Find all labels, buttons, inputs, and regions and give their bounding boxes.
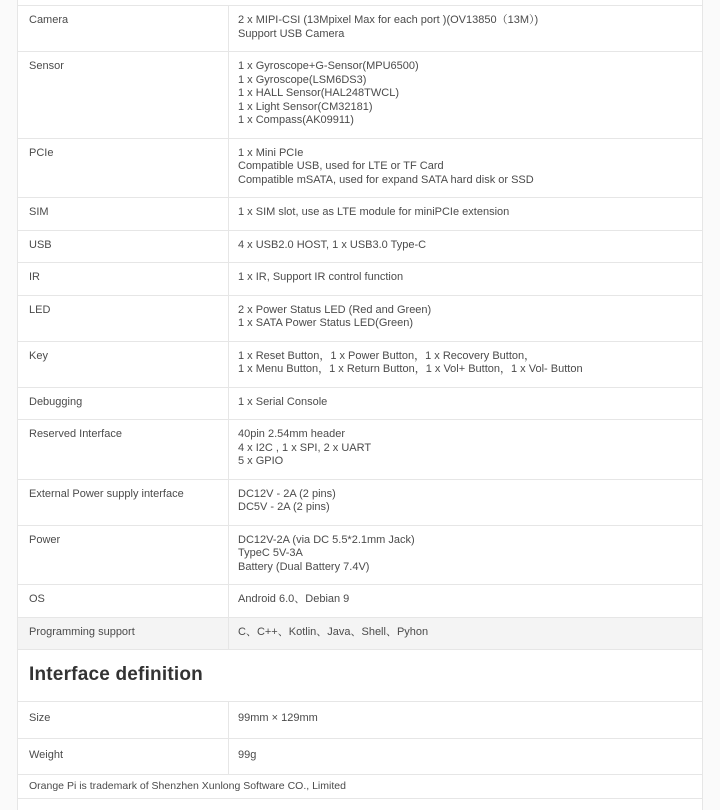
spec-row-camera xyxy=(18,6,702,52)
spec-row-reserved-interface xyxy=(18,420,702,480)
spec-label: USB xyxy=(18,231,229,263)
dim-value: 99g xyxy=(238,748,257,761)
spec-value: 40pin 2.54mm header 4 x I2C , 1 x SPI, 2 x UART 5 x GPIO xyxy=(238,428,372,467)
next-row-remnant xyxy=(18,799,702,809)
spec-label: External Power supply interface xyxy=(18,480,229,525)
spec-card xyxy=(17,0,703,810)
spec-row-external-power xyxy=(18,480,702,526)
spec-label: IR xyxy=(18,263,229,295)
spec-value: 2 x Power Status LED (Red and Green) 1 x SATA Power Status LED(Green) xyxy=(238,303,432,329)
section-heading: Interface definition xyxy=(29,664,203,685)
interface-definition-section xyxy=(18,650,702,702)
spec-label: Reserved Interface xyxy=(18,420,229,479)
dim-row-weight xyxy=(18,739,702,776)
spec-row-sensor xyxy=(18,52,702,139)
dim-row-size xyxy=(18,702,702,739)
spec-label: SIM xyxy=(18,198,229,230)
spec-value: 1 x Serial Console xyxy=(238,395,328,408)
spec-label: Programming support xyxy=(18,618,229,650)
spec-label: LED xyxy=(18,296,229,341)
spec-row-os xyxy=(18,585,702,618)
spec-row-power xyxy=(18,526,702,586)
spec-row-pcie xyxy=(18,139,702,199)
spec-label: PCIe xyxy=(18,139,229,198)
spec-row-usb xyxy=(18,231,702,264)
spec-value: 1 x SIM slot, use as LTE module for miniPCIe extension xyxy=(238,206,510,218)
dim-label: Size xyxy=(18,702,229,738)
spec-label: Key xyxy=(18,342,229,387)
spec-row-debugging xyxy=(18,388,702,421)
trademark-note: Orange Pi is trademark of Shenzhen Xunlong Software CO., Limited xyxy=(18,775,702,799)
spec-row-led xyxy=(18,296,702,342)
spec-value: C、C++、Kotlin、Java、Shell、Pyhon xyxy=(238,625,429,638)
spec-value: DC12V-2A (via DC 5.5*2.1mm Jack) TypeC 5V-3A Battery (Dual Battery 7.4V) xyxy=(238,533,415,573)
dim-label: Weight xyxy=(18,739,229,775)
spec-label: OS xyxy=(18,585,229,617)
spec-row-programming-support xyxy=(18,618,702,651)
spec-value: 1 x Gyroscope+G-Sensor(MPU6500) 1 x Gyroscope(LSM6DS3) 1 x HALL Sensor(HAL248TWCL) 1 x Light Sensor(CM32181) 1 x Compass(AK09911) xyxy=(238,60,419,126)
spec-value: 2 x MIPI-CSI (13Mpixel Max for each port )(OV13850（13M）) Support USB Camera xyxy=(238,14,539,40)
spec-label: Power xyxy=(18,526,229,585)
dim-value: 99mm × 129mm xyxy=(238,712,318,724)
spec-value: 1 x Reset Button，1 x Power Button，1 x Recovery Button， 1 x Menu Button，1 x Return Button，1 x Vol+ Button，1 x Vol- Button xyxy=(238,349,583,375)
spec-value: 4 x USB2.0 HOST, 1 x USB3.0 Type-C xyxy=(238,238,427,251)
spec-label: Camera xyxy=(18,6,229,51)
spec-label: Debugging xyxy=(18,388,229,420)
spec-row-sim xyxy=(18,198,702,231)
spec-value: 1 x Mini PCIe Compatible USB, used for LTE or TF Card Compatible mSATA, used for expand SATA hard disk or SSD xyxy=(238,146,534,186)
spec-value: 1 x IR, Support IR control function xyxy=(238,271,404,283)
spec-value: Android 6.0、Debian 9 xyxy=(238,593,350,605)
spec-value: DC12V - 2A (2 pins) DC5V - 2A (2 pins) xyxy=(238,487,336,513)
spec-label: Sensor xyxy=(18,52,229,138)
spec-row-key xyxy=(18,342,702,388)
spec-row-ir xyxy=(18,263,702,296)
